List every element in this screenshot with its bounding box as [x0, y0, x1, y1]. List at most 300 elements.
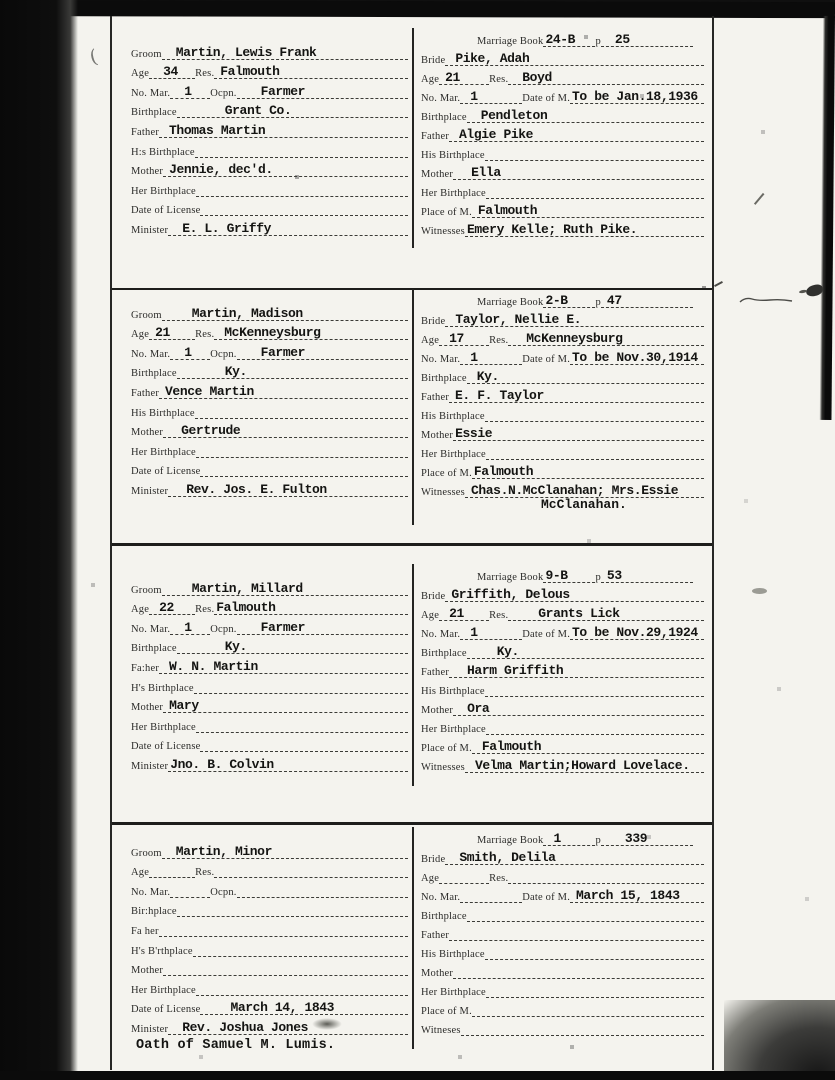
bride-age-value: 21	[449, 606, 464, 621]
dotted-leader	[472, 740, 704, 754]
dotted-leader	[200, 202, 408, 216]
birthplace-label: Birthplace	[421, 373, 467, 384]
minister-label: Minister	[131, 224, 169, 236]
bride-name-row	[421, 846, 704, 865]
dotted-leader	[195, 144, 408, 158]
bride-mother-row	[421, 697, 704, 716]
groom-father-row	[131, 654, 408, 674]
bride-her-birthplace-row	[421, 180, 704, 199]
bride-father-row	[421, 659, 704, 678]
bride-birthplace-row	[421, 903, 704, 922]
marriage-book-value: 2-B	[545, 293, 568, 308]
minister-row	[131, 477, 408, 497]
dotted-leader	[465, 759, 704, 773]
bride-column	[412, 28, 712, 248]
dotted-leader	[162, 46, 408, 60]
dotted-leader	[149, 65, 195, 79]
bride-father-value: Algie Pike	[459, 127, 534, 142]
his-birthplace-label: H:s Birthplace	[131, 146, 195, 158]
her-birthplace-label: Her Birthplace	[421, 724, 486, 735]
dotted-leader	[159, 923, 408, 937]
ocpn-label: Ocpn.	[210, 886, 237, 898]
bride-nomar-dateofm-row	[421, 346, 704, 365]
groom-birthplace-row	[131, 898, 408, 918]
marriage-record-1	[112, 28, 712, 248]
spacer	[421, 570, 477, 583]
marriage-book-value: 9-B	[545, 568, 568, 583]
groom-age-value: 21	[155, 325, 170, 341]
dotted-leader	[445, 313, 704, 327]
witnesses-label: Witneses	[421, 1025, 461, 1036]
groom-nomar-ocpn-row	[131, 340, 408, 360]
father-label: Father	[421, 667, 450, 678]
father-label: Father	[421, 392, 450, 403]
page-value: 339	[624, 831, 648, 846]
dotted-leader	[163, 699, 408, 713]
groom-age-res-row	[131, 859, 408, 879]
dotted-leader	[601, 832, 693, 846]
groom-nomar-ocpn-row	[131, 878, 408, 898]
dotted-leader	[472, 204, 704, 218]
date-of-license-label: Date of License	[131, 466, 201, 478]
bride-mother-value: Ora	[467, 701, 490, 716]
age-label: Age	[421, 74, 440, 85]
page-label: p	[595, 36, 601, 47]
witnesses-value: Velma Martin;Howard Lovelace.	[474, 758, 690, 773]
her-birthplace-label: Her Birthplace	[421, 188, 486, 199]
date-of-m-label: Date of M.	[522, 354, 571, 365]
her-birthplace-label: Her Birthplace	[421, 987, 486, 998]
film-edge-bottom	[0, 1071, 835, 1080]
spacer	[421, 295, 477, 308]
groom-res-value: Falmouth	[220, 64, 280, 80]
witnesses-value: Chas.N.McClanahan; Mrs.Essie	[470, 483, 679, 498]
bride-label: Bride	[421, 55, 446, 66]
groom-age-res-row	[131, 60, 408, 80]
groom-birthplace-row	[131, 360, 408, 380]
groom-father-value: Thomas Martin	[169, 122, 266, 138]
bride-birthplace-row	[421, 365, 704, 384]
minister-label: Minister	[131, 760, 169, 772]
dotted-leader	[177, 104, 408, 118]
dotted-leader	[163, 962, 408, 976]
bride-birthplace-value: Pendleton	[480, 108, 548, 123]
bride-res-value: McKenneysburg	[526, 331, 623, 346]
dotted-leader	[460, 90, 522, 104]
dotted-leader	[486, 721, 704, 735]
bride-age-res-row	[421, 327, 704, 346]
dotted-leader	[449, 128, 704, 142]
groom-father-row	[131, 917, 408, 937]
dotted-leader	[196, 183, 408, 197]
oath-note: Oath of Samuel M. Lumis.	[136, 1038, 336, 1053]
no-mar-label: No. Mar.	[421, 93, 461, 104]
bride-father-row	[421, 123, 704, 142]
groom-column	[112, 564, 412, 786]
dotted-leader	[460, 626, 522, 640]
place-of-m-value: Falmouth	[481, 739, 542, 754]
dotted-leader	[439, 332, 489, 346]
groom-name-value: Martin, Minor	[175, 843, 272, 859]
minister-row	[131, 752, 408, 772]
groom-mother-value: Mary	[169, 698, 199, 714]
his-birthplace-label: His Birthplace	[421, 949, 485, 960]
groom-ocpn-value: Farmer	[260, 619, 306, 635]
smudge-mark	[312, 1018, 342, 1030]
groom-mother-value: Gertrude	[181, 423, 241, 439]
witnesses-row	[421, 479, 704, 498]
birthplace-label: Bir:hplace	[131, 906, 177, 918]
marriage-book-label: Marriage Book	[477, 36, 544, 47]
bride-birthplace-row	[421, 104, 704, 123]
page-label: p	[595, 297, 601, 308]
bride-mother-row	[421, 422, 704, 441]
dotted-leader	[449, 664, 704, 678]
dotted-leader	[196, 982, 408, 996]
bride-name-row	[421, 47, 704, 66]
groom-his-birthplace-row	[131, 674, 408, 694]
dotted-leader	[193, 943, 408, 957]
date-of-m-label: Date of M.	[522, 93, 571, 104]
res-label: Res.	[195, 604, 215, 616]
father-label: Fa her	[131, 925, 159, 937]
mother-label: Mother	[131, 166, 164, 178]
res-label: Res.	[489, 335, 509, 346]
age-label: Age	[131, 867, 150, 879]
groom-father-row	[131, 118, 408, 138]
dotted-leader	[237, 884, 408, 898]
pen-check-mark: (	[87, 45, 100, 69]
dotted-leader	[149, 864, 195, 878]
spacer	[693, 833, 704, 846]
age-label: Age	[421, 335, 440, 346]
dotted-leader	[439, 71, 489, 85]
dotted-leader	[601, 569, 693, 583]
marriage-book-value: 24-B	[545, 32, 576, 47]
dotted-leader	[168, 222, 408, 236]
bride-name-row	[421, 583, 704, 602]
marriage-record-form	[110, 16, 714, 1070]
dotted-leader	[200, 738, 408, 752]
his-birthplace-label: His Birthplace	[421, 411, 485, 422]
bride-age-res-row	[421, 602, 704, 621]
groom-name-row	[131, 40, 408, 60]
marriage-record-3	[112, 564, 712, 786]
res-label: Res.	[195, 68, 215, 80]
scan-speckles	[0, 0, 2, 2]
page-value: 47	[606, 293, 622, 308]
dotted-leader	[543, 33, 595, 47]
groom-ocpn-value: Farmer	[260, 83, 306, 99]
her-birthplace-label: Her Birthplace	[131, 185, 196, 197]
groom-name-value: Martin, Lewis Frank	[175, 44, 317, 60]
marriage-book-row	[421, 827, 704, 846]
bride-nomar-value: 1	[470, 89, 478, 104]
page-value: 53	[606, 568, 622, 583]
his-birthplace-label: His Birthplace	[131, 407, 195, 419]
groom-his-birthplace-row	[131, 399, 408, 419]
dotted-leader	[162, 307, 408, 321]
dotted-leader	[439, 870, 489, 884]
page-label: p	[595, 835, 601, 846]
bride-birthplace-value: Ky.	[476, 369, 499, 384]
res-label: Res.	[489, 610, 509, 621]
place-of-m-label: Place of M.	[421, 207, 472, 218]
bride-column	[412, 564, 712, 786]
place-of-m-label: Place of M.	[421, 743, 472, 754]
bride-nomar-dateofm-row	[421, 884, 704, 903]
bride-label: Bride	[421, 316, 446, 327]
groom-mother-row	[131, 419, 408, 439]
scan-noise-corner	[724, 1000, 835, 1080]
groom-res-value: Falmouth	[216, 600, 276, 616]
bride-father-row	[421, 922, 704, 941]
witnesses-row	[421, 1017, 704, 1036]
groom-nomar-value: 1	[184, 83, 192, 99]
groom-mother-row	[131, 158, 408, 178]
bride-mother-value: Ella	[471, 165, 501, 180]
groom-birthplace-value: Grant Co.	[224, 103, 292, 119]
his-birthplace-label: His Birthplace	[421, 686, 485, 697]
minister-value: E. L. Griffy	[182, 220, 272, 236]
dotted-leader	[472, 1003, 704, 1017]
father-label: Fa:her	[131, 662, 160, 674]
mother-label: Mother	[131, 427, 164, 439]
her-birthplace-label: Her Birthplace	[421, 449, 486, 460]
her-birthplace-label: Her Birthplace	[131, 446, 196, 458]
bride-name-value: Smith, Delila	[459, 850, 556, 865]
bride-name-value: Pike, Adah	[455, 51, 530, 66]
date-of-license-row	[131, 458, 408, 478]
dotted-leader	[177, 903, 408, 917]
no-mar-label: No. Mar.	[421, 892, 461, 903]
dotted-leader	[194, 680, 408, 694]
dotted-leader	[445, 52, 704, 66]
dotted-leader	[149, 601, 195, 615]
dotted-leader	[472, 465, 704, 479]
groom-name-value: Martin, Madison	[191, 305, 303, 321]
dotted-leader	[467, 645, 704, 659]
no-mar-label: No. Mar.	[421, 354, 461, 365]
date-of-m-value: To be Jan.18,1936	[572, 89, 698, 104]
father-label: Father	[131, 126, 160, 138]
marriage-book-row	[421, 289, 704, 308]
bride-age-value: 21	[445, 70, 460, 85]
mother-label: Mother	[421, 430, 454, 441]
groom-age-value: 22	[159, 600, 174, 616]
witnesses-label: Witnesses	[421, 762, 465, 773]
groom-ocpn-value: Farmer	[260, 344, 306, 360]
dotted-leader	[170, 85, 210, 99]
dotted-leader	[177, 640, 408, 654]
bride-age-res-row	[421, 865, 704, 884]
smudge-mark	[752, 588, 767, 594]
dotted-leader	[162, 582, 408, 596]
marriage-record-2	[112, 289, 712, 525]
dotted-leader	[461, 1022, 704, 1036]
bride-nomar-value: 1	[470, 625, 478, 640]
dotted-leader	[453, 702, 704, 716]
bride-label: Bride	[421, 591, 446, 602]
dotted-leader	[467, 109, 704, 123]
film-edge-left	[0, 0, 78, 1080]
dotted-leader	[453, 965, 704, 979]
dotted-leader	[543, 569, 595, 583]
age-label: Age	[131, 604, 150, 616]
groom-father-row	[131, 379, 408, 399]
dotted-leader	[486, 446, 704, 460]
bride-nomar-dateofm-row	[421, 621, 704, 640]
dotted-leader	[163, 424, 408, 438]
res-label: Res.	[489, 74, 509, 85]
dotted-leader	[508, 71, 704, 85]
birthplace-label: Birthplace	[421, 911, 467, 922]
groom-nomar-value: 1	[184, 619, 192, 635]
her-birthplace-label: Her Birthplace	[131, 721, 196, 733]
groom-column	[112, 28, 412, 248]
groom-birthplace-value: Ky.	[224, 364, 247, 380]
dotted-leader	[196, 444, 408, 458]
dotted-leader	[214, 326, 408, 340]
age-label: Age	[131, 329, 150, 341]
dotted-leader	[445, 851, 704, 865]
groom-age-res-row	[131, 321, 408, 341]
no-mar-label: No. Mar.	[131, 623, 171, 635]
date-of-m-value: To be Nov.29,1924	[572, 625, 698, 640]
date-of-license-value: March 14, 1843	[230, 1000, 335, 1016]
groom-name-row	[131, 839, 408, 859]
bride-her-birthplace-row	[421, 441, 704, 460]
mother-label: Mother	[421, 169, 454, 180]
ocpn-label: Ocpn.	[210, 87, 237, 99]
groom-mother-row	[131, 957, 408, 977]
groom-his-birthplace-row	[131, 138, 408, 158]
minister-value: Jno. B. Colvin	[170, 756, 274, 772]
marriage-book-label: Marriage Book	[477, 297, 544, 308]
dotted-leader	[486, 984, 704, 998]
spacer	[693, 570, 704, 583]
dotted-leader	[439, 607, 489, 621]
dotted-leader	[163, 163, 408, 177]
place-of-m-value: Falmouth	[473, 464, 534, 479]
dotted-leader	[543, 832, 595, 846]
minister-label: Minister	[131, 485, 169, 497]
groom-name-row	[131, 301, 408, 321]
groom-mother-row	[131, 694, 408, 714]
bride-his-birthplace-row	[421, 941, 704, 960]
bride-birthplace-row	[421, 640, 704, 659]
bride-nomar-dateofm-row	[421, 85, 704, 104]
groom-nomar-ocpn-row	[131, 615, 408, 635]
witnesses-label: Witnesses	[421, 487, 465, 498]
marriage-book-label: Marriage Book	[477, 572, 544, 583]
place-of-m-label: Place of M.	[421, 1006, 472, 1017]
dotted-leader	[485, 946, 704, 960]
groom-birthplace-row	[131, 635, 408, 655]
groom-name-value: Martin, Millard	[191, 580, 303, 596]
date-of-m-value: March 15, 1843	[576, 888, 680, 903]
bride-mother-row	[421, 161, 704, 180]
bride-name-value: Taylor, Nellie E.	[455, 312, 582, 327]
bride-his-birthplace-row	[421, 403, 704, 422]
father-label: Father	[131, 387, 160, 399]
dotted-leader	[449, 389, 704, 403]
minister-label: Minister	[131, 1023, 169, 1035]
dotted-leader	[485, 147, 704, 161]
date-of-m-value: To be Nov.30,1914	[572, 350, 698, 365]
groom-column	[112, 289, 412, 525]
date-of-license-label: Date of License	[131, 741, 201, 753]
spacer	[421, 34, 477, 47]
groom-father-value: W. N. Martin	[169, 658, 258, 674]
mother-label: Mother	[421, 968, 454, 979]
dotted-leader	[168, 758, 408, 772]
spacer	[693, 295, 704, 308]
place-of-m-row	[421, 199, 704, 218]
dotted-leader	[159, 124, 408, 138]
res-label: Res.	[195, 329, 215, 341]
bride-name-value: Griffith, Delous	[451, 587, 570, 602]
res-label: Res.	[195, 867, 215, 879]
groom-her-birthplace-row	[131, 438, 408, 458]
bride-his-birthplace-row	[421, 678, 704, 697]
groom-age-res-row	[131, 596, 408, 616]
dotted-leader	[237, 621, 408, 635]
her-birthplace-label: Her Birthplace	[131, 984, 196, 996]
groom-age-value: 34	[163, 64, 178, 80]
bride-column	[412, 827, 712, 1049]
witnesses-row	[421, 218, 704, 237]
dotted-leader	[168, 1021, 408, 1035]
groom-name-row	[131, 576, 408, 596]
place-of-m-value: Falmouth	[477, 203, 538, 218]
page-label: p	[595, 572, 601, 583]
dotted-leader	[460, 351, 522, 365]
dotted-leader	[237, 85, 408, 99]
ink-squiggle-mark	[738, 292, 794, 310]
groom-label: Groom	[131, 584, 162, 596]
groom-res-value: McKenneysburg	[224, 325, 321, 341]
dotted-leader	[195, 405, 408, 419]
birthplace-label: Birthplace	[421, 112, 467, 123]
groom-birthplace-value: Ky.	[224, 639, 247, 655]
bride-father-row	[421, 384, 704, 403]
father-label: Father	[421, 131, 450, 142]
mother-label: Mother	[131, 702, 164, 714]
mother-label: Mother	[131, 965, 164, 977]
marriage-book-row	[421, 28, 704, 47]
minister-row	[131, 216, 408, 236]
marriage-record-4	[112, 827, 712, 1049]
dotted-leader	[460, 889, 522, 903]
witnesses-value: Emery Kelle; Ruth Pike.	[466, 222, 638, 237]
dotted-leader	[453, 166, 704, 180]
place-of-m-row	[421, 998, 704, 1017]
res-label: Res.	[489, 873, 509, 884]
dotted-leader	[170, 884, 210, 898]
dotted-leader	[170, 346, 210, 360]
dotted-leader	[214, 864, 408, 878]
age-label: Age	[131, 68, 150, 80]
dotted-leader	[508, 607, 704, 621]
dotted-leader	[508, 870, 704, 884]
ocpn-label: Ocpn.	[210, 623, 237, 635]
dotted-leader	[159, 660, 408, 674]
no-mar-label: No. Mar.	[131, 87, 171, 99]
groom-mother-value: Jennie, dec'd.	[169, 162, 273, 178]
marriage-book-label: Marriage Book	[477, 835, 544, 846]
date-of-m-label: Date of M.	[522, 629, 571, 640]
